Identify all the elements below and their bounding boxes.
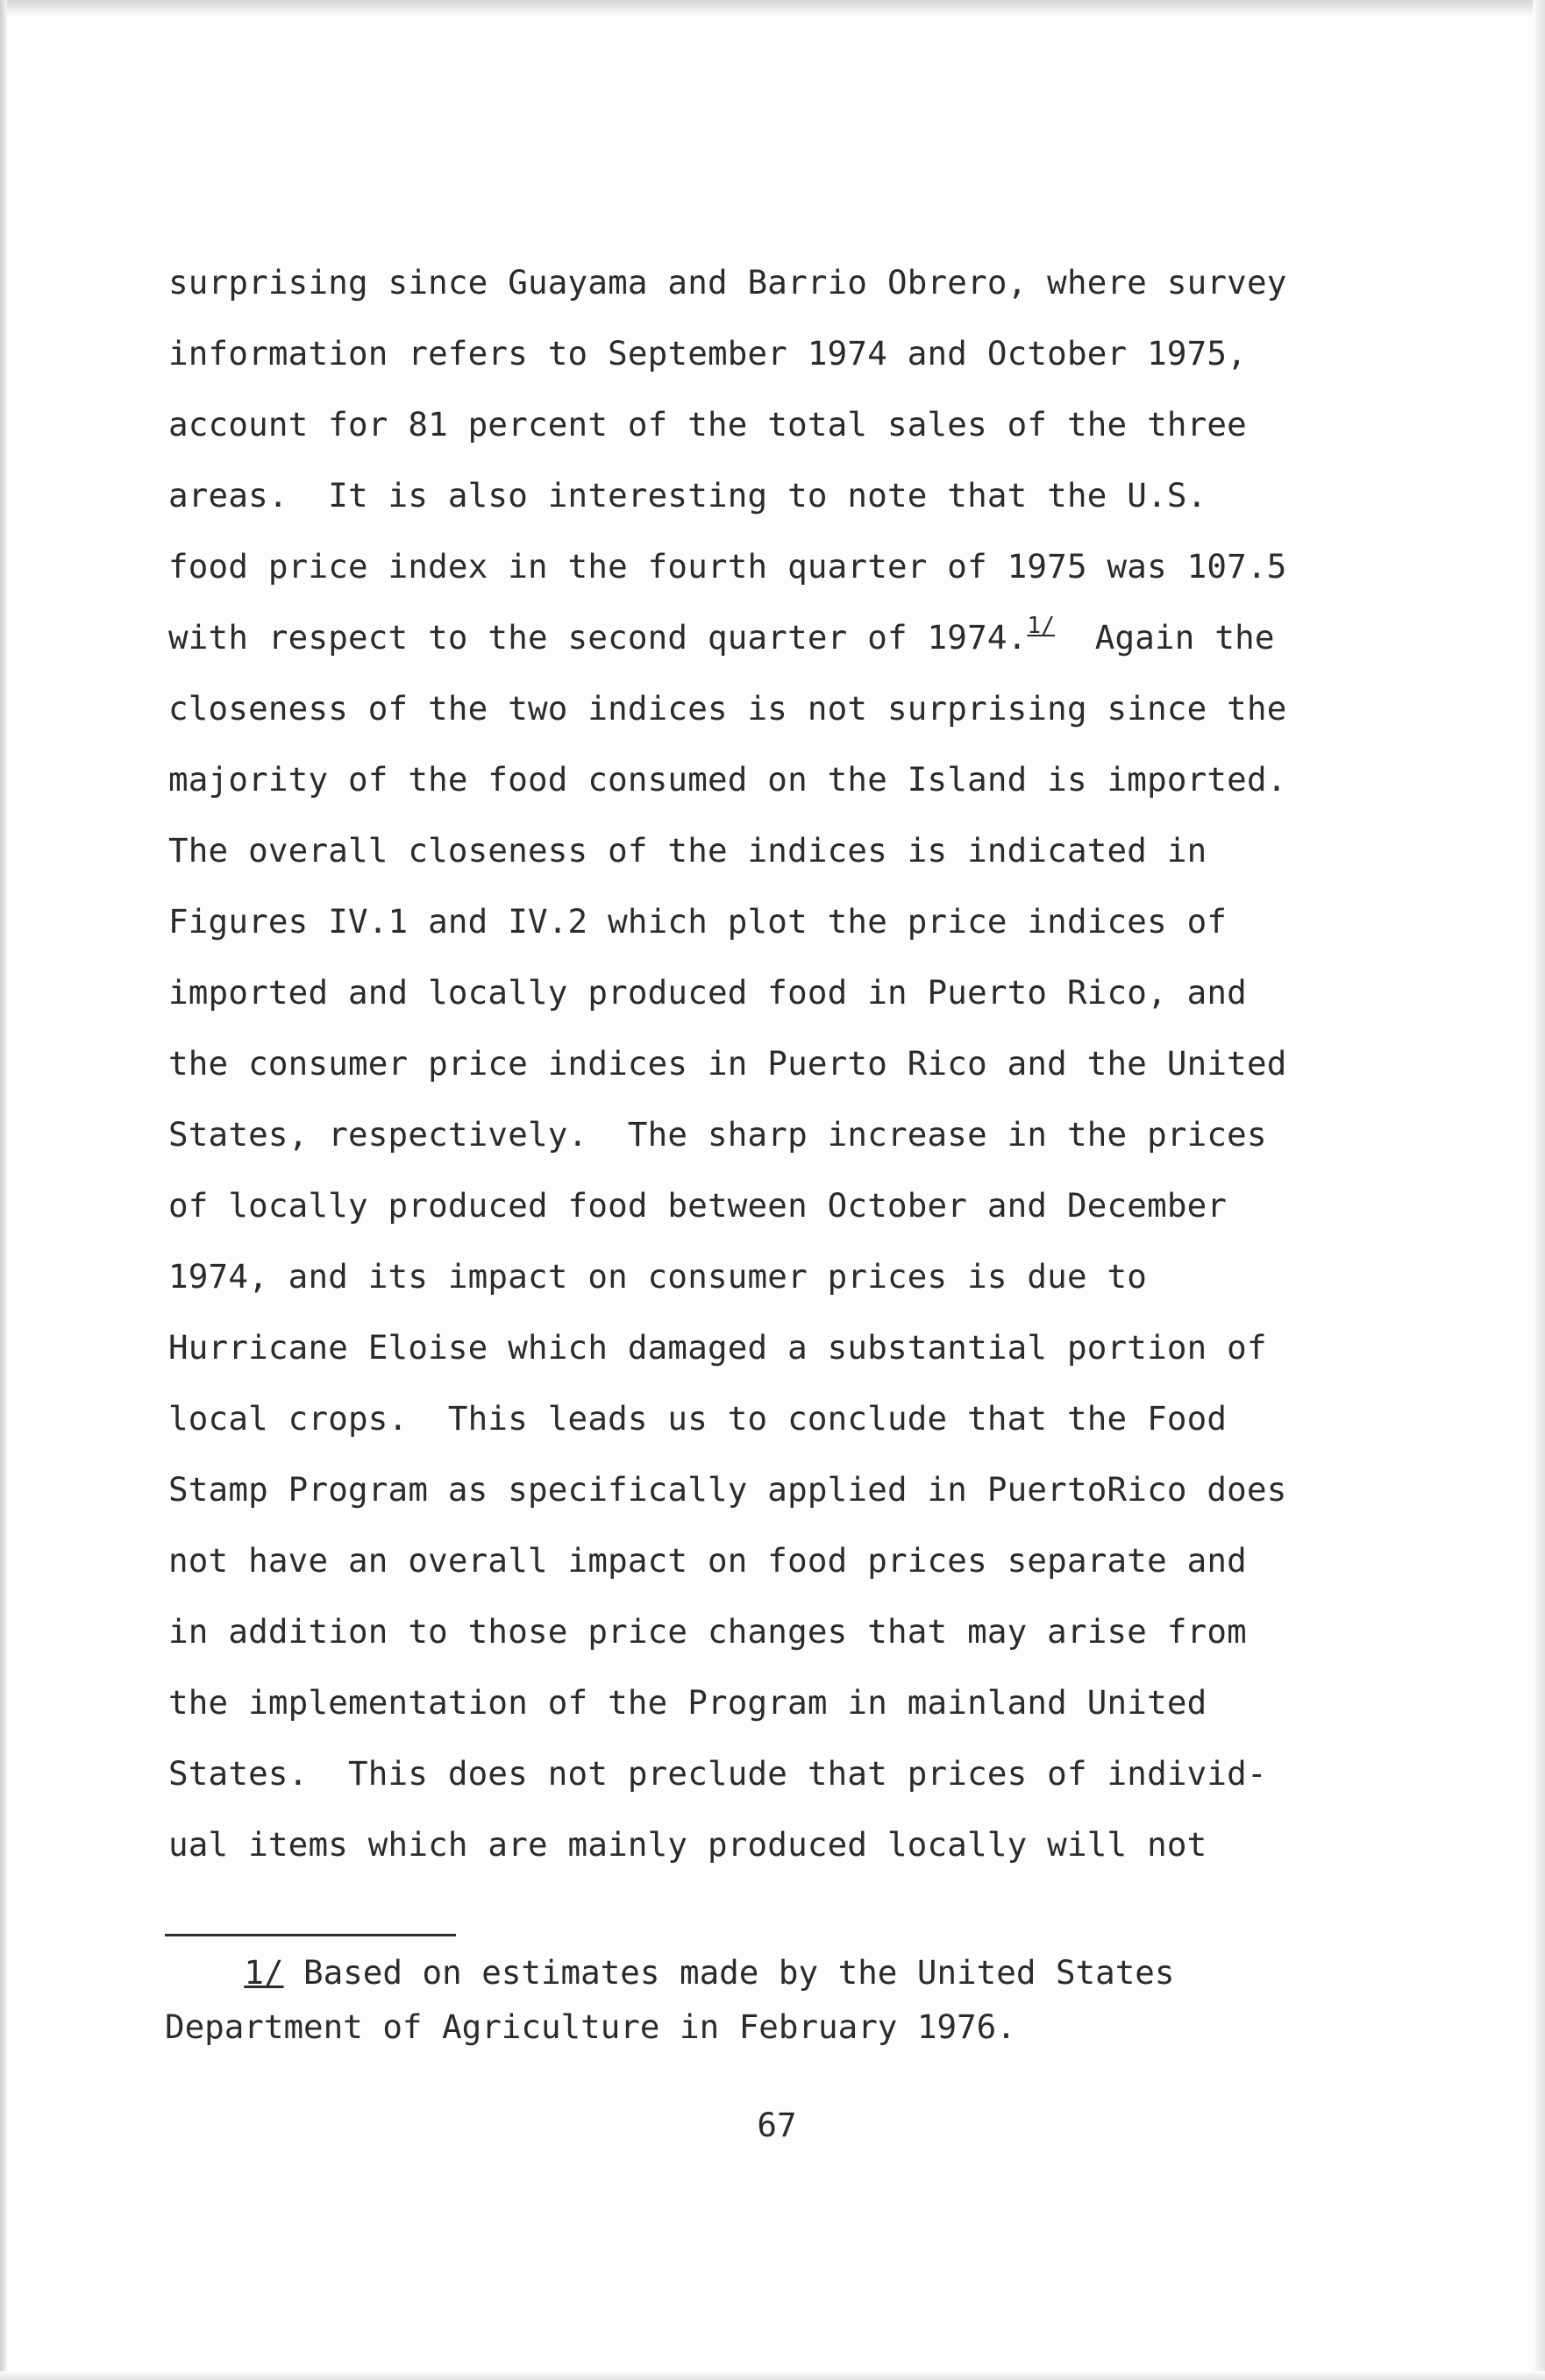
body-line: of locally produced food between October and December (168, 1186, 1228, 1225)
footnote-text: Based on estimates made by the United States (283, 1953, 1175, 1992)
footnote-marker: 1/ (244, 1953, 284, 1992)
body-line-tail: Again the (1055, 618, 1275, 657)
body-line: information refers to September 1974 and October 1975, (168, 334, 1247, 373)
body-line: in addition to those price changes that may arise from (168, 1612, 1247, 1651)
body-line: 1974, and its impact on consumer prices is due to (168, 1257, 1148, 1296)
body-line: majority of the food consumed on the Island is imported. (168, 760, 1287, 799)
body-line: not have an overall impact on food prices separate and (168, 1541, 1247, 1580)
body-line: local crops. This leads us to conclude that the Food (168, 1399, 1228, 1438)
body-line: food price index in the fourth quarter of 1975 was 107.5 (168, 547, 1287, 586)
body-line: Stamp Program as specifically applied in PuertoRico does (168, 1470, 1287, 1509)
page-number: 67 (757, 2106, 797, 2144)
body-line: States. This does not preclude that prices of individ- (168, 1754, 1267, 1793)
body-text (168, 256, 1396, 1889)
scan-edge-bottom (0, 2371, 1545, 2380)
body-line: surprising since Guayama and Barrio Obrero, where survey (168, 263, 1287, 302)
body-line: imported and locally produced food in Puerto Rico, and (168, 973, 1247, 1012)
body-line: Hurricane Eloise which damaged a substantial portion of (168, 1328, 1267, 1367)
scan-edge-left (0, 0, 7, 2380)
body-line-with-footnote-ref (168, 611, 1396, 682)
body-line: areas. It is also interesting to note that the U.S. (168, 476, 1207, 515)
body-line: the implementation of the Program in mainland United (168, 1683, 1207, 1722)
footnote-line: Department of Agriculture in February 1976. (165, 2007, 1016, 2046)
footnote-line (165, 1948, 1392, 2002)
body-line-text: with respect to the second quarter of 1974. (168, 618, 1028, 657)
body-line: States, respectively. The sharp increase in the prices (168, 1115, 1267, 1154)
footnote-separator (165, 1934, 456, 1936)
body-line: the consumer price indices in Puerto Rico and the United (168, 1044, 1287, 1083)
body-line: The overall closeness of the indices is indicated in (168, 831, 1207, 870)
body-line: account for 81 percent of the total sales of the three (168, 405, 1247, 444)
body-line: closeness of the two indices is not surprising since the (168, 689, 1287, 728)
scan-edge-right (1533, 0, 1545, 2380)
body-line: Figures IV.1 and IV.2 which plot the price indices of (168, 902, 1228, 941)
footnote (165, 1948, 1392, 2057)
body-line: ual items which are mainly produced locally will not (168, 1825, 1207, 1864)
footnote-reference: 1/ (1027, 613, 1056, 639)
scan-edge-top (0, 0, 1545, 16)
